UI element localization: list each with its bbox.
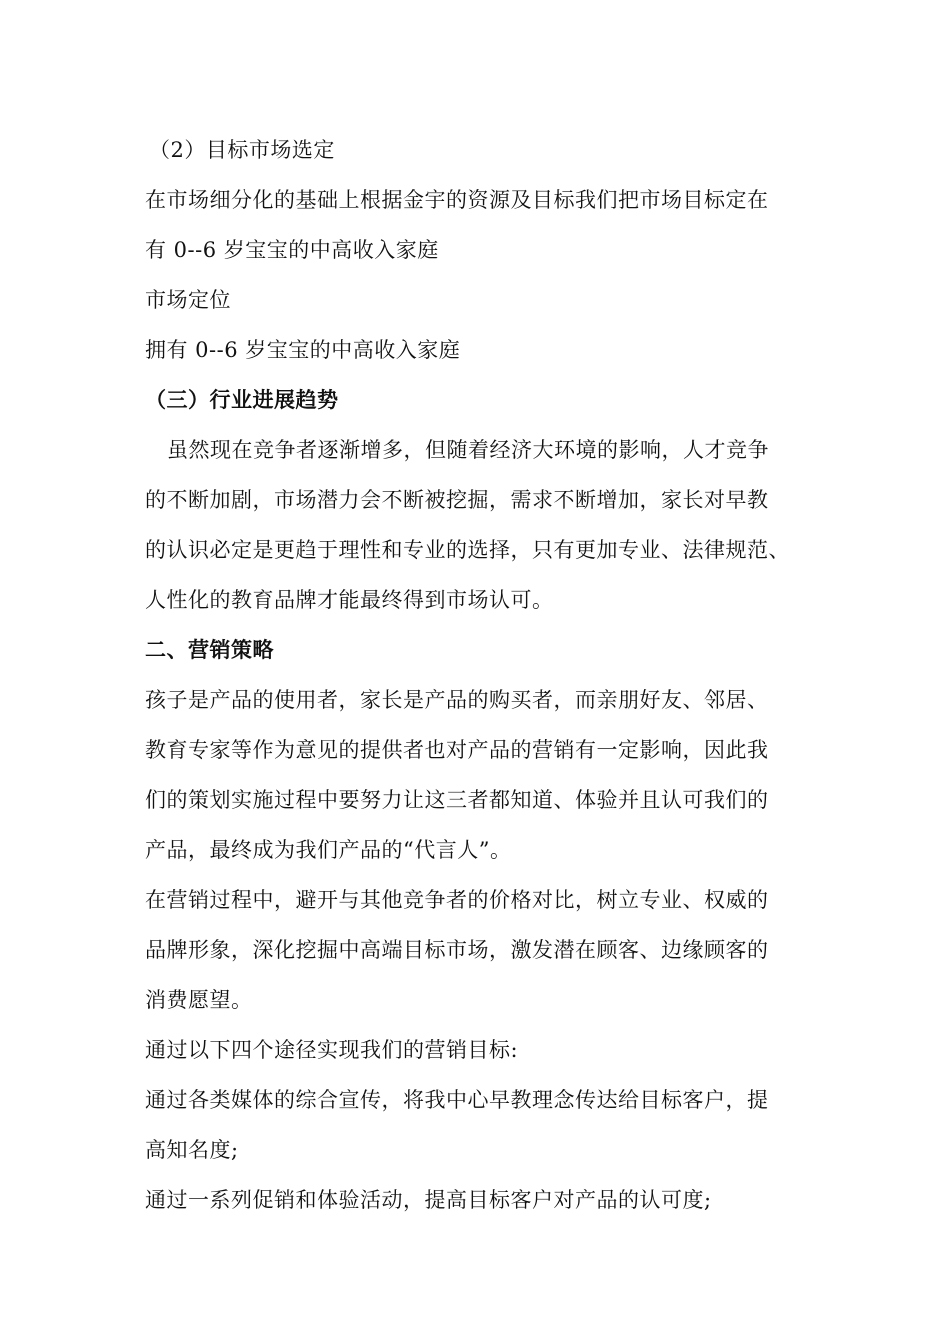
paragraph-line: 在营销过程中，避开与其他竞争者的价格对比，树立专业、权威的 [145,888,769,912]
paragraph-line: 们的策划实施过程中要努力让这三者都知道、体验并且认可我们的 [145,788,769,812]
paragraph-line: 品牌形象，深化挖掘中高端目标市场，激发潜在顾客、边缘顾客的 [145,938,769,962]
paragraph-line: 虽然现在竞争者逐渐增多，但随着经济大环境的影响，人才竞争 [167,438,769,462]
paragraph-line: 通过各类媒体的综合宣传，将我中心早教理念传达给目标客户，提 [145,1088,769,1112]
paragraph-line: 通过一系列促销和体验活动，提高目标客户对产品的认可度; [145,1188,712,1212]
paragraph-line: 高知名度; [145,1138,239,1162]
subheading-target-market: （2）目标市场选定 [149,138,335,162]
document-body [145,125,805,1225]
section-heading-industry-trend: （三）行业进展趋势 [145,387,339,412]
section-heading-marketing-strategy: 二、营销策略 [145,637,274,662]
paragraph-line: 产品，最终成为我们产品的“代言人”。 [145,838,512,862]
paragraph-line: 在市场细分化的基础上根据金宇的资源及目标我们把市场目标定在 [145,188,769,212]
subheading-market-positioning: 市场定位 [145,288,231,312]
paragraph-line: 消费愿望。 [145,988,253,1012]
paragraph-line: 有 0--6 岁宝宝的中高收入家庭 [145,238,439,262]
paragraph-line: 人性化的教育品牌才能最终得到市场认可。 [145,588,554,612]
paragraph-line: 拥有 0--6 岁宝宝的中高收入家庭 [145,338,461,362]
paragraph-line: 通过以下四个途径实现我们的营销目标: [145,1038,519,1062]
paragraph-line: 孩子是产品的使用者，家长是产品的购买者，而亲朋好友、邻居、 [145,688,769,712]
paragraph-line: 的不断加剧，市场潜力会不断被挖掘，需求不断增加，家长对早教 [145,488,769,512]
paragraph-line: 的认识必定是更趋于理性和专业的选择，只有更加专业、法律规范、 [145,538,790,562]
paragraph-line: 教育专家等作为意见的提供者也对产品的营销有一定影响，因此我 [145,738,769,762]
